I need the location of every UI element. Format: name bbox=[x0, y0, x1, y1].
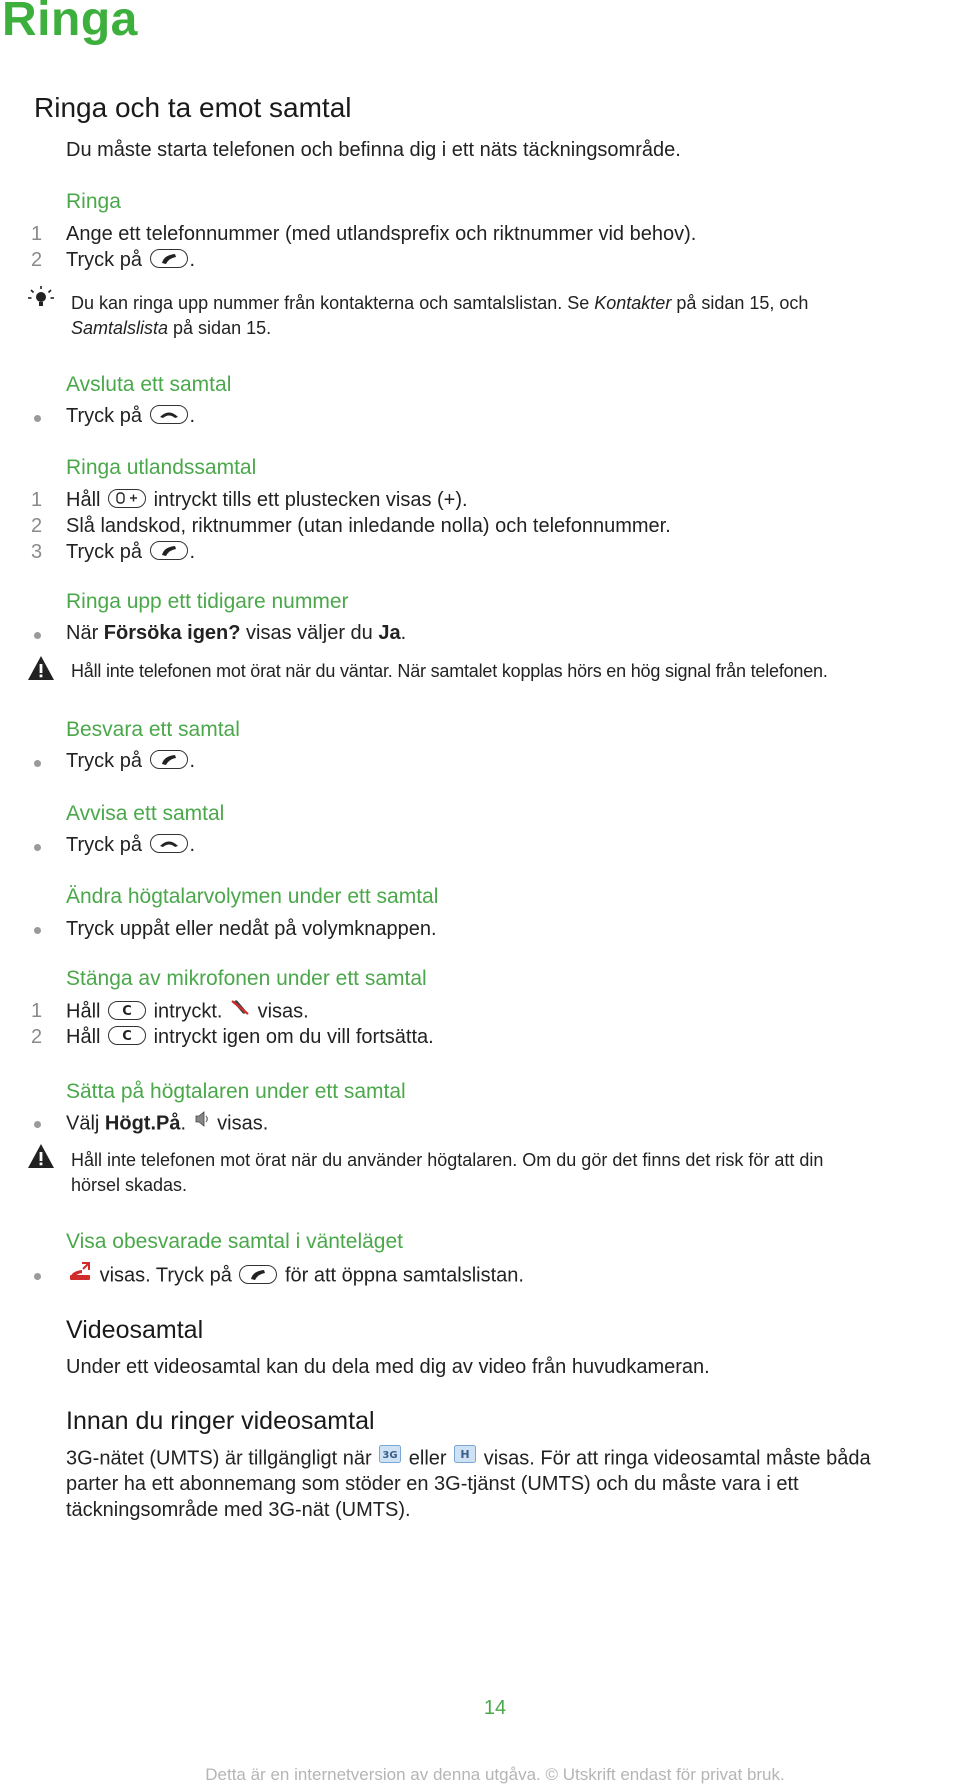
instruction-text: Håll bbox=[66, 489, 101, 511]
step-number: 1 bbox=[31, 223, 43, 245]
speaker-text bbox=[66, 1112, 268, 1136]
missed-call-icon bbox=[68, 1261, 92, 1287]
before-video-heading: Innan du ringer videosamtal bbox=[66, 1407, 375, 1435]
reject-heading: Avvisa ett samtal bbox=[66, 802, 225, 825]
instruction-text: 3G-nätet (UMTS) är tillgängligt när bbox=[66, 1447, 372, 1470]
instruction-text: eller bbox=[408, 1447, 447, 1470]
bullet bbox=[34, 632, 41, 639]
call-step-2-text: Tryck på bbox=[66, 249, 142, 271]
zero-plus-key-icon bbox=[108, 489, 146, 508]
instruction-text: Tryck på bbox=[66, 750, 142, 772]
intl-step-3 bbox=[66, 541, 195, 564]
period: . bbox=[189, 541, 196, 563]
intl-step-1 bbox=[66, 489, 468, 512]
intl-call-heading: Ringa utlandssamtal bbox=[66, 456, 257, 479]
warning-text: Håll inte telefonen mot örat när du väntar. När samtalet kopplas hörs en hög signal från telefonen. bbox=[71, 661, 828, 681]
missed-calls-heading: Visa obesvarade samtal i vänteläget bbox=[66, 1230, 403, 1253]
end-call-key-icon bbox=[150, 834, 188, 853]
end-call-heading: Avsluta ett samtal bbox=[66, 373, 232, 396]
instruction-text: intryckt. bbox=[153, 1000, 223, 1023]
tip-text: på sidan 15, och bbox=[671, 293, 809, 313]
call-step-2 bbox=[66, 249, 195, 272]
call-step-1: Ange ett telefonnummer (med utlandsprefix och riktnummer vid behov). bbox=[66, 223, 697, 245]
instruction-text: visas. Tryck på bbox=[99, 1264, 232, 1287]
bullet bbox=[34, 927, 41, 934]
yes-option: Ja bbox=[378, 622, 401, 644]
missed-calls-text bbox=[66, 1263, 524, 1289]
video-text: Under ett videosamtal kan du dela med dig av video från huvudkameran. bbox=[66, 1356, 710, 1378]
c-key-icon bbox=[108, 1026, 146, 1045]
mute-heading: Stänga av mikrofonen under ett samtal bbox=[66, 967, 427, 990]
step-number: 2 bbox=[31, 249, 43, 271]
instruction-text: visas väljer du bbox=[240, 622, 379, 644]
warning-text-line-2: hörsel skadas. bbox=[71, 1175, 188, 1195]
step-number: 2 bbox=[31, 515, 43, 537]
tip-text-line-2 bbox=[71, 318, 271, 339]
step-number: 3 bbox=[31, 541, 43, 563]
call-key-icon bbox=[150, 249, 188, 268]
volume-text: Tryck uppåt eller nedåt på volymknappen. bbox=[66, 918, 437, 940]
hsdpa-icon bbox=[454, 1445, 476, 1469]
video-heading: Videosamtal bbox=[66, 1316, 204, 1344]
tip-text: på sidan 15. bbox=[168, 318, 272, 338]
tip-text: Du kan ringa upp nummer från kontakterna och samtalslistan. Se bbox=[71, 293, 595, 313]
instruction-text: för att öppna samtalslistan. bbox=[284, 1264, 524, 1287]
period: . bbox=[189, 834, 196, 856]
bullet bbox=[34, 844, 41, 851]
reject-text bbox=[66, 834, 195, 857]
before-video-line-3: täckningsområde med 3G-nät (UMTS). bbox=[66, 1499, 411, 1521]
intro-text: Du måste starta telefonen och befinna dig i ett näts täckningsområde. bbox=[66, 139, 681, 161]
bullet bbox=[34, 760, 41, 767]
speaker-icon bbox=[194, 1110, 210, 1134]
footer-notice: Detta är en internetversion av denna utgåva. © Utskrift endast för privat bruk. bbox=[205, 1765, 785, 1784]
before-video-line-1 bbox=[66, 1447, 871, 1471]
bullet bbox=[34, 1121, 41, 1128]
call-list-reference: Samtalslista bbox=[71, 318, 169, 338]
instruction-text: intryckt tills ett plustecken visas (+). bbox=[153, 489, 468, 511]
period: . bbox=[180, 1112, 187, 1135]
warning-text-line-1: Håll inte telefonen mot örat när du använder högtalaren. Om du gör det finns det risk för att din bbox=[71, 1150, 824, 1170]
before-video-line-2: parter ha ett abonnemang som stöder en 3G-tjänst (UMTS) och du måste vara i ett bbox=[66, 1473, 799, 1495]
redial-text bbox=[66, 622, 406, 645]
answer-heading: Besvara ett samtal bbox=[66, 718, 240, 741]
section-title: Ringa och ta emot samtal bbox=[34, 92, 352, 123]
call-heading: Ringa bbox=[66, 190, 121, 213]
instruction-text: visas. För att ringa videosamtal måste båda bbox=[483, 1447, 871, 1470]
call-key-icon bbox=[239, 1265, 277, 1284]
svg-text:3G: 3G bbox=[382, 1450, 398, 1461]
speaker-heading: Sätta på högtalaren under ett samtal bbox=[66, 1080, 406, 1103]
period: . bbox=[189, 750, 196, 772]
instruction-text: Håll bbox=[66, 1026, 101, 1048]
end-call-key-icon bbox=[150, 405, 188, 424]
instruction-text: Håll bbox=[66, 1000, 101, 1023]
call-key-icon bbox=[150, 541, 188, 560]
instruction-text: intryckt igen om du vill fortsätta. bbox=[153, 1026, 434, 1048]
period: . bbox=[400, 622, 407, 644]
warning-icon bbox=[27, 655, 55, 686]
instruction-text: Välj bbox=[66, 1112, 105, 1135]
chapter-title: Ringa bbox=[2, 0, 138, 46]
instruction-text: visas. bbox=[257, 1000, 309, 1023]
3g-icon bbox=[379, 1445, 401, 1469]
retry-prompt: Försöka igen? bbox=[103, 622, 241, 644]
tip-lightbulb-icon bbox=[28, 285, 54, 316]
period: . bbox=[189, 249, 196, 271]
instruction-text: Tryck på bbox=[66, 405, 142, 427]
svg-text:H: H bbox=[460, 1448, 470, 1461]
answer-text bbox=[66, 750, 195, 773]
instruction-text: visas. bbox=[217, 1112, 269, 1135]
intl-step-2: Slå landskod, riktnummer (utan inledande nolla) och telefonnummer. bbox=[66, 515, 671, 537]
microphone-off-icon bbox=[230, 998, 250, 1022]
step-number: 1 bbox=[31, 1000, 43, 1022]
svg-text:C: C bbox=[122, 1003, 132, 1019]
period: . bbox=[189, 405, 196, 427]
redial-heading: Ringa upp ett tidigare nummer bbox=[66, 590, 349, 613]
mute-step-1 bbox=[66, 1000, 309, 1024]
contacts-reference: Kontakter bbox=[594, 293, 672, 313]
speaker-option: Högt.På bbox=[104, 1112, 181, 1135]
page-number: 14 bbox=[483, 1697, 507, 1719]
step-number: 2 bbox=[31, 1026, 43, 1048]
bullet bbox=[34, 1273, 41, 1280]
c-key-icon bbox=[108, 1001, 146, 1020]
instruction-text: När bbox=[66, 622, 104, 644]
instruction-text: Tryck på bbox=[66, 834, 142, 856]
tip-text-line-1 bbox=[71, 293, 808, 314]
svg-text:C: C bbox=[122, 1029, 132, 1045]
mute-step-2 bbox=[66, 1026, 434, 1049]
bullet bbox=[34, 415, 41, 422]
end-call-text bbox=[66, 405, 195, 428]
call-key-icon bbox=[150, 750, 188, 769]
warning-icon bbox=[27, 1143, 55, 1174]
instruction-text: Tryck på bbox=[66, 541, 142, 563]
volume-heading: Ändra högtalarvolymen under ett samtal bbox=[66, 885, 439, 908]
step-number: 1 bbox=[31, 489, 43, 511]
